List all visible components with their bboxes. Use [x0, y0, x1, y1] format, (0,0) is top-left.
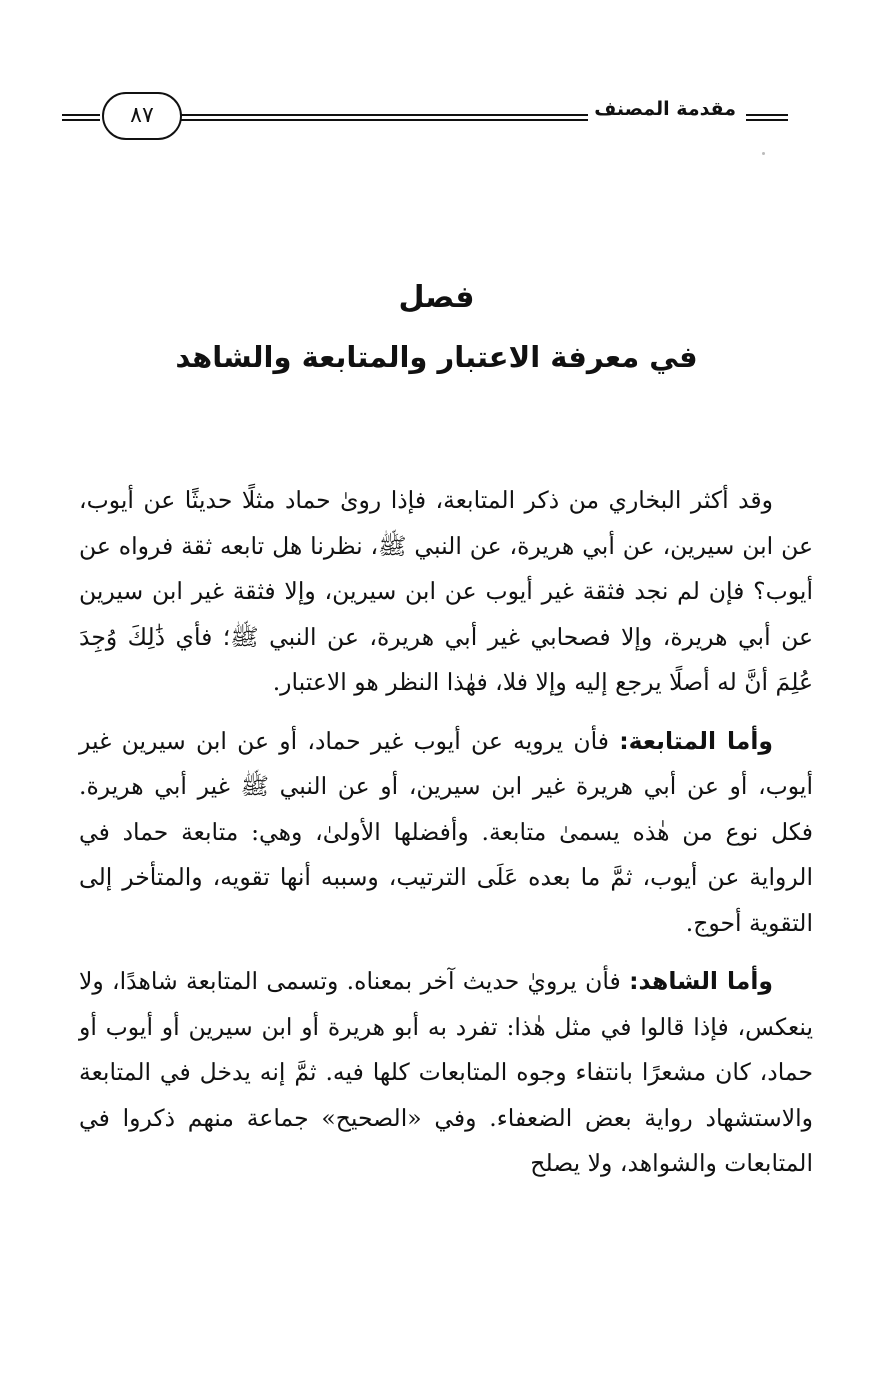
header-rule-right [746, 114, 788, 121]
section-title: فصل [398, 280, 475, 315]
paragraph-shahid-lead: وأما الشاهد: [629, 967, 773, 995]
paragraph-mutabaa-text: فأن يرويه عن أيوب غير حماد، أو عن ابن سيرين غير أيوب، أو عن أبي هريرة غير ابن سيرين، أو عن النبي ﷺ غير أبي هريرة. فكل نوع من هٰذه يسمىٰ متابعة. وأفضلها الأولىٰ، وهي: متابعة حماد في الرواية عن أيوب، ثمَّ ما بعده عَلَى الترتيب، وسببه أنها تقويه، والمتأخر إلى التقوية أحوج. [79, 726, 813, 937]
paragraph-mutabaa-lead: وأما المتابعة: [619, 726, 773, 755]
paragraph-itibar-text: وقد أكثر البخاري من ذكر المتابعة، فإذا روىٰ حماد مثلًا حديثًا عن أيوب، عن ابن سيرين، عن أبي هريرة، عن النبي ﷺ، نظرنا هل تابعه ثقة فرواه عن أيوب؟ فإن لم نجد فثقة غير أيوب عن ابن سيرين، وإلا فثقة غير ابن سيرين عن أبي هريرة، وإلا فصحابي غير أبي هريرة، عن النبي ﷺ؛ فأي ذَٰلِكَ وُجِدَ عُلِمَ أنَّ له أصلًا يرجع إليه وإلا فلا، فهٰذا النظر هو الاعتبار. [79, 486, 813, 696]
body-text [79, 478, 813, 1200]
section-subtitle: في معرفة الاعتبار والمتابعة والشاهد [175, 340, 698, 374]
paragraph-mutabaa [79, 719, 813, 947]
header-rule-left [62, 114, 100, 121]
header-rule-middle [180, 114, 588, 121]
running-header [62, 92, 788, 142]
paragraph-shahid [79, 959, 813, 1187]
running-title: مقدمة المصنف [594, 98, 736, 120]
paragraph-itibar [79, 478, 813, 706]
scan-speck [762, 152, 765, 155]
paragraph-shahid-text: فأن يرويٰ حديث آخر بمعناه. وتسمى المتابعة شاهدًا، ولا ينعكس، فإذا قالوا في مثل هٰذا: تفرد به أبو هريرة أو ابن سيرين أو أيوب أو حماد، كان مشعرًا بانتفاء وجوه المتابعات كلها فيه. ثمَّ إنه يدخل في المتابعة والاستشهاد رواية بعض الضعفاء. وفي «الصحيح» جماعة منهم ذكروا في المتابعات والشواهد، ولا يصلح [79, 967, 813, 1177]
page-number: ٨٧ [102, 92, 182, 140]
